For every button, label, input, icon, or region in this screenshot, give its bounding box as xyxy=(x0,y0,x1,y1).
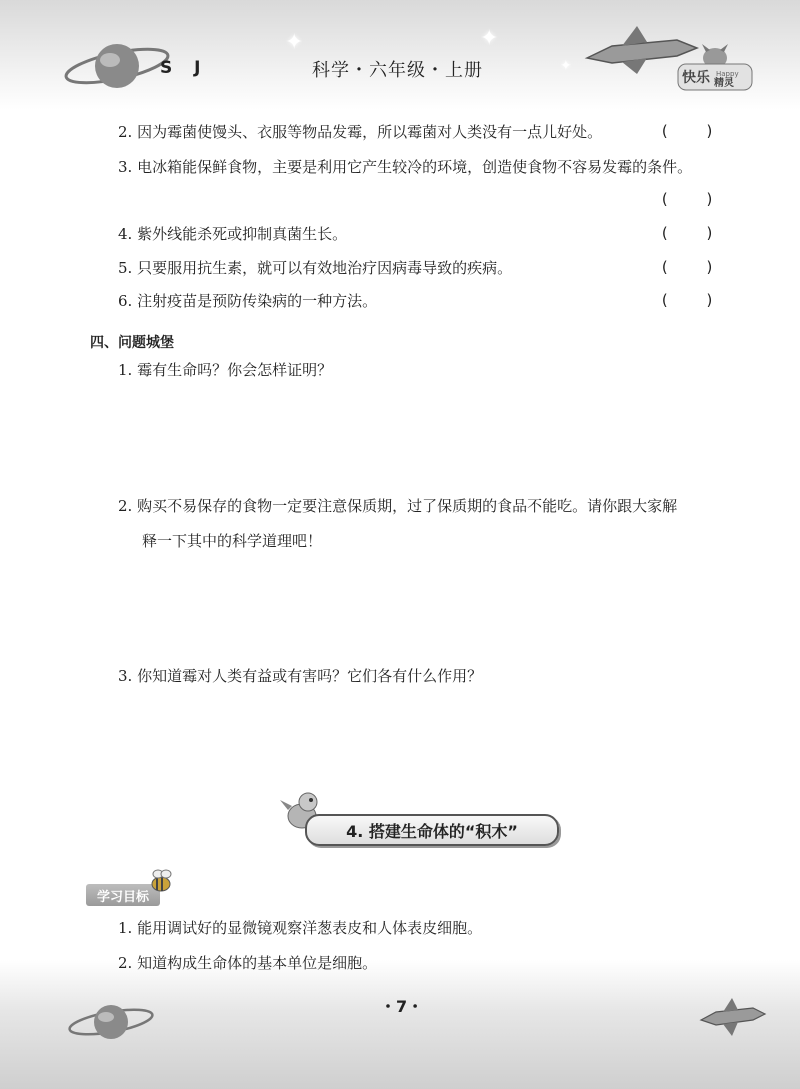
happy-elf-logo xyxy=(676,44,754,92)
lesson-title: 4. 搭建生命体的“积木” xyxy=(305,814,559,846)
star-icon: ✦ xyxy=(285,30,304,55)
goal-item: 2. 知道构成生命体的基本单位是细胞。 xyxy=(118,954,378,972)
question-item: 2. 购买不易保存的食物一定要注意保质期，过了保质期的食品不能吃。请你跟大家解 xyxy=(118,497,678,515)
answer-blank[interactable]: ( ) xyxy=(660,258,715,276)
series-code: S J xyxy=(160,58,209,78)
question-item: 1. 霉有生命吗？你会怎样证明？ xyxy=(118,361,333,379)
star-icon: ✦ xyxy=(560,58,572,74)
page-number: ・7・ xyxy=(380,997,424,1016)
book-title: 科学・六年级・上册 xyxy=(312,60,483,81)
svg-text:精灵: 精灵 xyxy=(714,78,734,89)
answer-blank[interactable]: ( ) xyxy=(660,122,715,140)
planet-icon xyxy=(62,30,172,100)
star-icon: ✦ xyxy=(480,26,499,51)
answer-blank[interactable]: ( ) xyxy=(660,291,715,309)
bee-icon xyxy=(146,866,176,896)
judgment-item: 4. 紫外线能杀死或抑制真菌生长。 xyxy=(118,225,348,243)
question-item-continuation: 释一下其中的科学道理吧！ xyxy=(142,532,323,550)
judgment-item: 2. 因为霉菌使馒头、衣服等物品发霉，所以霉菌对人类没有一点儿好处。 xyxy=(118,123,603,141)
svg-text:Happy: Happy xyxy=(716,70,739,78)
judgment-item: 5. 只要服用抗生素，就可以有效地治疗因病毒导致的疾病。 xyxy=(118,259,513,277)
section-heading: 四、问题城堡 xyxy=(90,335,174,351)
answer-blank[interactable]: ( ) xyxy=(660,224,715,242)
learning-goals-tag: 学习目标 xyxy=(86,884,160,906)
goal-item: 1. 能用调试好的显微镜观察洋葱表皮和人体表皮细胞。 xyxy=(118,919,483,937)
svg-text:快乐: 快乐 xyxy=(682,70,710,86)
planet-icon xyxy=(66,996,156,1046)
space-shuttle-icon xyxy=(698,994,768,1038)
judgment-item: 3. 电冰箱能保鲜食物，主要是利用它产生较冷的环境，创造使食物不容易发霉的条件。 xyxy=(118,158,693,176)
question-item: 3. 你知道霉对人类有益或有害吗？它们各有什么作用？ xyxy=(118,667,483,685)
answer-blank[interactable]: ( ) xyxy=(660,190,715,208)
judgment-item: 6. 注射疫苗是预防传染病的一种方法。 xyxy=(118,292,378,310)
